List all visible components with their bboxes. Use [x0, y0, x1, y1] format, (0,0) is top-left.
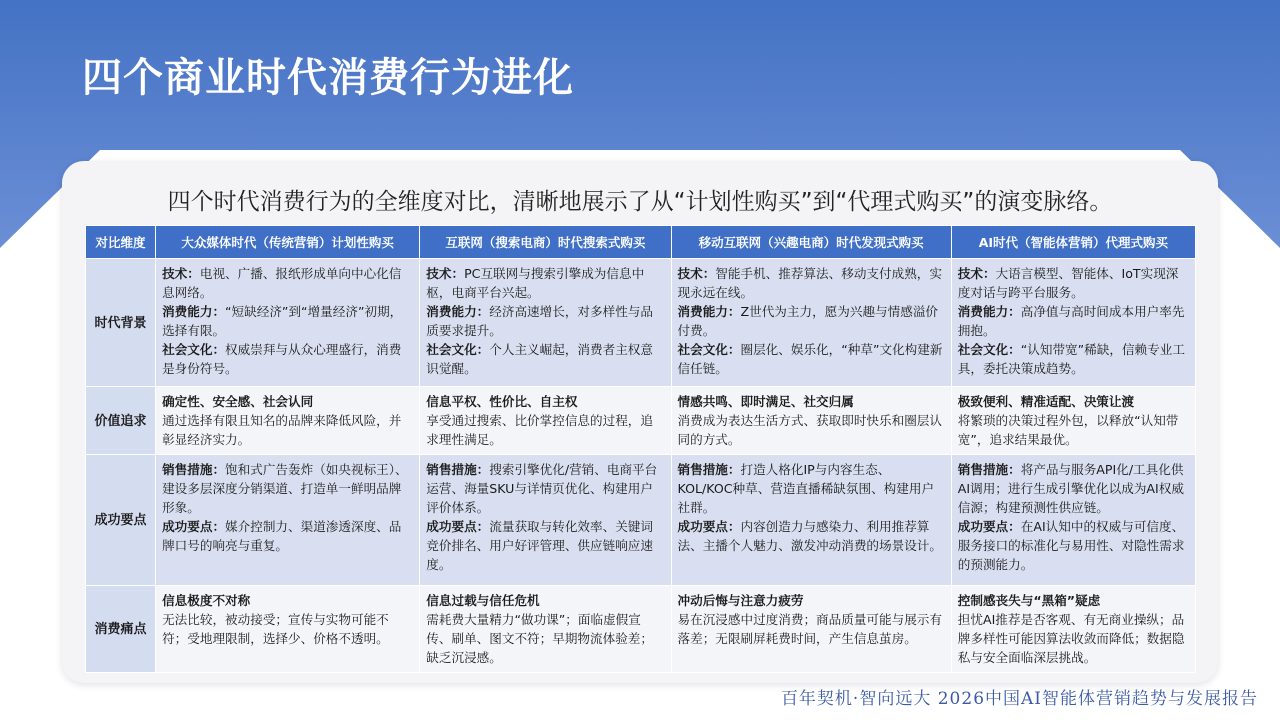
cell-line-text: PC互联网与搜索引擎成为信息中枢，电商平台兴起。 [426, 266, 645, 300]
cell-line-text: Z世代为主力，愿为兴趣与情感溢价付费。 [677, 304, 939, 338]
cell-line [426, 411, 664, 449]
cell-line [958, 302, 1189, 340]
cell-line-text: 圈层化、娱乐化，“种草”文化构建新信任链。 [677, 342, 943, 376]
table-cell [420, 455, 671, 586]
table-cell [951, 259, 1195, 387]
cell-line [162, 264, 413, 302]
cell-line-text: 通过选择有限且知名的品牌来降低风险，并彰显经济实力。 [162, 413, 402, 447]
cell-line-label: 消费能力： [426, 304, 490, 319]
column-header-internet: 互联网（搜索电商）时代搜索式购买 [420, 226, 671, 259]
row-dimension-label: 成功要点 [86, 455, 156, 586]
cell-line-label: 销售措施： [677, 462, 741, 477]
cell-line-text: 电视、广播、报纸形成单向中心化信息网络。 [162, 266, 402, 300]
cell-heading: 控制感丧失与“黑箱”疑虑 [957, 593, 1101, 608]
cell-line-label: 销售措施： [957, 462, 1021, 477]
cell-line [426, 610, 664, 667]
cell-heading: 信息平权、性价比、自主权 [426, 394, 578, 409]
table-cell [156, 586, 420, 673]
cell-heading: 极致便利、精准适配、决策让渡 [957, 394, 1135, 409]
cell-line-label: 成功要点： [162, 519, 226, 534]
cell-line-text: 权威崇拜与从众心理盛行，消费是身份符号。 [162, 342, 402, 376]
cell-line [958, 460, 1189, 517]
cell-line-text: “短缺经济”到“增量经济”初期，选择有限。 [162, 304, 403, 338]
column-header-mass-media: 大众媒体时代（传统营销）计划性购买 [156, 226, 420, 259]
cell-line-label: 社会文化： [162, 342, 226, 357]
cell-line-label: 社会文化： [677, 342, 741, 357]
table-cell [420, 259, 671, 387]
column-header-dimension: 对比维度 [86, 226, 156, 259]
cell-line-text: 将繁琐的决策过程外包，以释放“认知带宽”，追求结果最优。 [957, 413, 1179, 447]
cell-line-text: 打造人格化IP与内容生态、KOL/KOC种草、营造直播稀缺氛围、构建用户社群。 [677, 462, 935, 515]
cell-line [958, 264, 1189, 302]
cell-line-label: 技术： [426, 266, 465, 281]
cell-line-text: 个人主义崛起，消费者主权意识觉醒。 [426, 342, 653, 376]
cell-line-text: 经济高速增长，对多样性与品质要求提升。 [426, 304, 653, 338]
table-cell [156, 387, 420, 455]
card-subtitle: 四个时代消费行为的全维度对比，清晰地展示了从“计划性购买”到“代理式购买”的演变脉络。 [167, 189, 1113, 215]
table-header-row [86, 226, 1196, 259]
table-cell [951, 586, 1195, 673]
cell-line-text: 需耗费大量精力“做功课”；面临虚假宣传、刷单、图文不符；早期物流体验差；缺乏沉浸感。 [426, 612, 653, 665]
cell-line-label: 技术： [162, 266, 200, 281]
column-header-mobile-internet: 移动互联网（兴趣电商）时代发现式购买 [671, 226, 951, 259]
page-title: 四个商业时代消费行为进化 [82, 55, 574, 101]
cell-line-text: 媒介控制力、渠道渗透深度、品牌口号的响亮与重复。 [162, 519, 402, 553]
cell-line-label: 成功要点： [957, 519, 1021, 534]
cell-line-text: 饱和式广告轰炸（如央视标王）、建设多层深度分销渠道、打造单一鲜明品牌形象。 [162, 462, 408, 515]
table-cell [671, 387, 951, 455]
cell-line [162, 517, 413, 555]
cell-line [162, 610, 413, 648]
row-dimension-label: 价值追求 [86, 387, 156, 455]
cell-line-label: 成功要点： [677, 519, 741, 534]
cell-line [426, 460, 664, 517]
cell-line [426, 302, 664, 340]
cell-line-label: 社会文化： [426, 342, 490, 357]
cell-heading: 信息极度不对称 [162, 593, 251, 608]
table-row [86, 586, 1196, 673]
table-row [86, 387, 1196, 455]
cell-heading: 冲动后悔与注意力疲劳 [677, 593, 804, 608]
cell-line [162, 340, 413, 378]
cell-line [958, 340, 1189, 378]
report-footer: 百年契机·智向远大 2026中国AI智能体营销趋势与发展报告 [780, 689, 1258, 709]
table-cell [951, 455, 1195, 586]
cell-line [426, 517, 664, 574]
cell-line-text: 易在沉浸感中过度消费；商品质量可能与展示有落差；无限刷屏耗费时间，产生信息茧房。 [677, 612, 942, 646]
table-cell [156, 455, 420, 586]
table-cell [420, 387, 671, 455]
table-cell [420, 586, 671, 673]
cell-line-label: 消费能力： [677, 304, 741, 319]
cell-line [162, 302, 413, 340]
cell-line [678, 264, 945, 302]
cell-line [678, 302, 945, 340]
cell-line [958, 610, 1189, 667]
cell-heading: 确定性、安全感、社会认同 [162, 394, 314, 409]
cell-line-text: 搜索引擎优化/营销、电商平台运营、海量SKU与详情页优化、构建用户评价体系。 [426, 462, 658, 515]
cell-line [162, 411, 413, 449]
table-cell [951, 387, 1195, 455]
cell-line-text: 享受通过搜索、比价掌控信息的过程，追求理性满足。 [426, 413, 653, 447]
cell-line [958, 411, 1189, 449]
comparison-table [85, 225, 1196, 673]
cell-line-label: 技术： [677, 266, 716, 281]
cell-line-text: 流量获取与转化效率、关键词竞价排名、用户好评管理、供应链响应速度。 [426, 519, 653, 572]
cell-line-text: 大语言模型、智能体、IoT实现深度对话与跨平台服务。 [957, 266, 1179, 300]
cell-line-label: 消费能力： [162, 304, 226, 319]
cell-line-text: 智能手机、推荐算法、移动支付成熟，实现永远在线。 [677, 266, 942, 300]
cell-line [678, 340, 945, 378]
cell-line-text: 担忧AI推荐是否客观、有无商业操纵；品牌多样性可能因算法收敛而降低；数据隐私与安全面临深层挑战。 [957, 612, 1185, 665]
cell-line-label: 成功要点： [426, 519, 490, 534]
cell-line-label: 社会文化： [957, 342, 1021, 357]
cell-line-text: 将产品与服务API化/工具化供AI调用；进行生成引擎优化以成为AI权威信源；构建预测性供应链。 [957, 462, 1184, 515]
row-dimension-label: 消费痛点 [86, 586, 156, 673]
cell-line [678, 460, 945, 517]
cell-line [678, 610, 945, 648]
row-dimension-label: 时代背景 [86, 259, 156, 387]
cell-line-text: 在AI认知中的权威与可信度、服务接口的标准化与易用性、对隐性需求的预测能力。 [957, 519, 1185, 572]
cell-line-label: 技术： [957, 266, 996, 281]
table-row [86, 259, 1196, 387]
cell-line-text: 高净值与高时间成本用户率先拥抱。 [957, 304, 1185, 338]
cell-line-label: 销售措施： [426, 462, 490, 477]
cell-line-label: 销售措施： [162, 462, 226, 477]
cell-line [426, 340, 664, 378]
cell-line [162, 460, 413, 517]
cell-line [678, 411, 945, 449]
table-row [86, 455, 1196, 586]
table-cell [671, 259, 951, 387]
cell-heading: 信息过载与信任危机 [426, 593, 540, 608]
cell-line-text: “认知带宽”稀缺，信赖专业工具，委托决策成趋势。 [957, 342, 1185, 376]
cell-line [678, 517, 945, 555]
cell-line-label: 消费能力： [957, 304, 1021, 319]
column-header-ai-era: AI时代（智能体营销）代理式购买 [951, 226, 1195, 259]
cell-line [958, 517, 1189, 574]
cell-line-text: 消费成为表达生活方式、获取即时快乐和圈层认同的方式。 [677, 413, 942, 447]
cell-line [426, 264, 664, 302]
cell-line-text: 内容创造力与感染力、利用推荐算法、主播个人魅力、激发冲动消费的场景设计。 [677, 519, 942, 553]
cell-heading: 情感共鸣、即时满足、社交归属 [677, 394, 854, 409]
cell-line-text: 无法比较，被动接受；宣传与实物可能不符；受地理限制，选择少、价格不透明。 [162, 612, 389, 646]
table-cell [156, 259, 420, 387]
table-cell [671, 455, 951, 586]
table-cell [671, 586, 951, 673]
